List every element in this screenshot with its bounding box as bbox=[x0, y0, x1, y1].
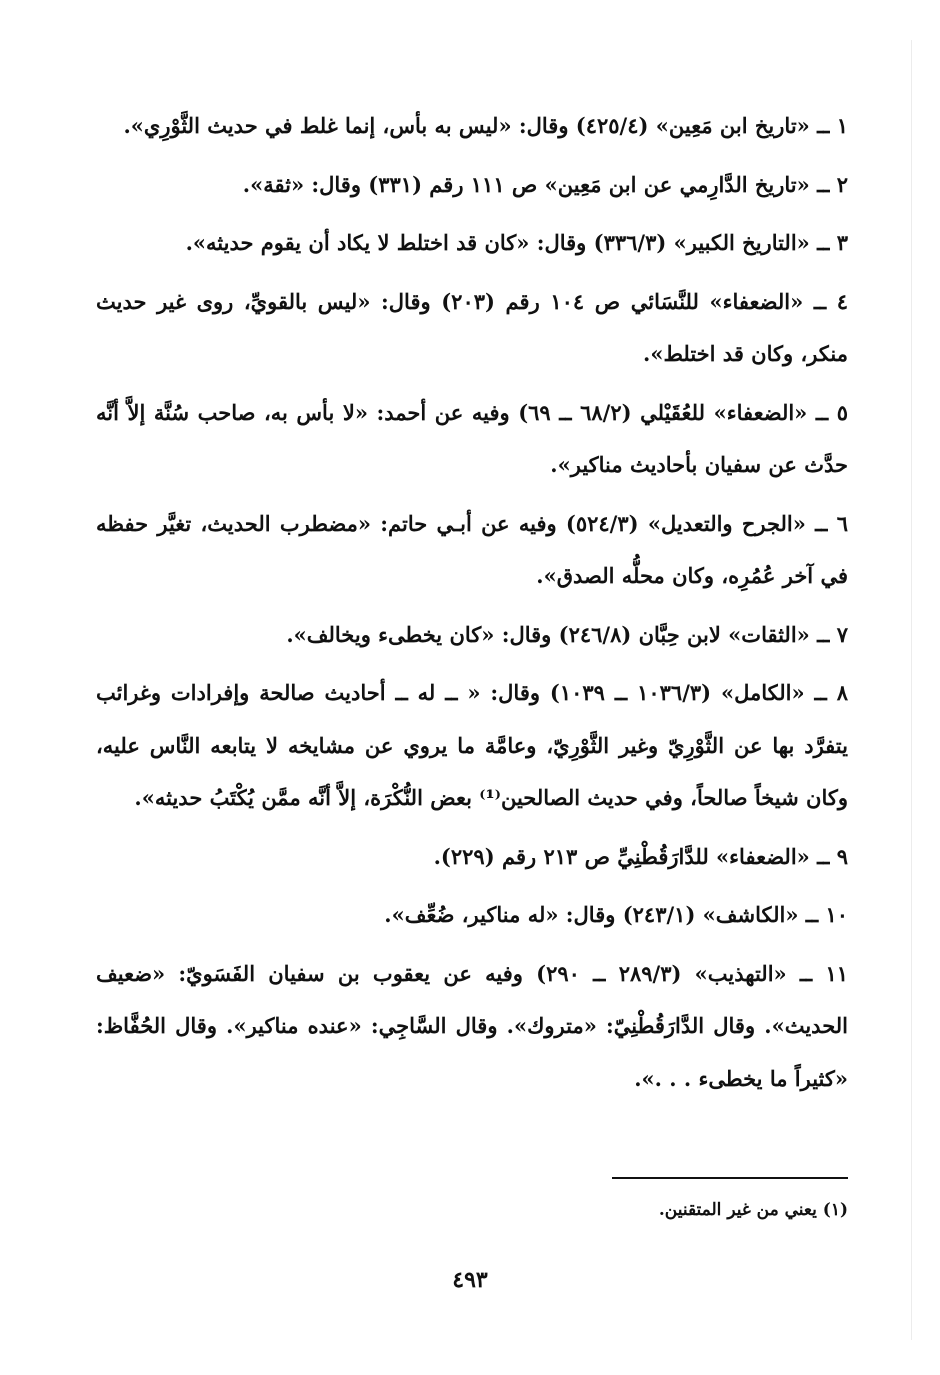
footnote: (١) يعني من غير المتقنين. bbox=[658, 1200, 848, 1220]
footnote-divider bbox=[612, 1177, 848, 1179]
entry-11: ١١ ــ «التهذيب» (٢٨٩/٣ ــ ٢٩٠) وفيه عن يعقوب بن سفيان الفَسَويّ: «ضعيف الحديث». وقال الدَّارَقُطْنِيّ: «متروك». وقال السَّاجِي: «عنده مناكير». وقال الحُفَّاظ: «كثيراً ما يخطىء . . .». bbox=[96, 960, 848, 1091]
main-text bbox=[96, 100, 848, 1111]
page-edge-line bbox=[911, 40, 912, 1340]
entry-3: ٣ ــ «التاريخ الكبير» (٣٣٦/٣) وقال: «كان قد اختلط لا يكاد أن يقوم حديثه». bbox=[185, 230, 848, 255]
entry-7: ٧ ــ «الثقات» لابن حِبَّان (٢٤٦/٨) وقال: «كان يخطىء ويخالف». bbox=[286, 621, 848, 647]
entry-2: ٢ ــ «تاريخ الدَّارِمي عن ابن مَعِين» ص ١١١ رقم (٣٣١) وقال: «ثقة». bbox=[242, 171, 848, 197]
entry-10: ١٠ ــ «الكاشف» (٢٤٣/١) وقال: «له مناكير، ضُعِّف». bbox=[384, 902, 848, 927]
page-number: ٤٩٣ bbox=[452, 1267, 488, 1293]
entry-8: ٨ ــ «الكامل» (١٠٣٦/٣ ــ ١٠٣٩) وقال: « ــ له ــ أحاديث صالحة وإفرادات وغرائب يتفرَّد بها عن الثَّوْرِيّ وغير الثَّوْرِيّ، وعامَّة ما يروي عن مشايخه لا يتابعه النَّاس عليه، وكان شيخاً صالحاً، وفي حديث الصالحين⁽¹⁾ بعض النُّكْرَة، إلاَّ أنَّه ممَّن يُكْتَبُ حديثه». bbox=[96, 680, 848, 810]
entry-4: ٤ ــ «الضعفاء» للنَّسَائي ص ١٠٤ رقم (٢٠٣) وقال: «ليس بالقويِّ، روى غير حديث منكر، وكان قد اختلط». bbox=[96, 288, 849, 366]
entry-6: ٦ ــ «الجرح والتعديل» (٥٢٤/٣) وفيه عن أبـي حاتم: «مضطرب الحديث، تغيَّر حفظه في آخر عُمُرِه، وكان محلُّه الصدق». bbox=[96, 510, 849, 588]
entry-5: ٥ ــ «الضعفاء» للعُقَيْلي (٦٨/٢ ــ ٦٩) وفيه عن أحمد: «لا بأس به، صاحب سُنَّة إلاَّ أنَّه حدَّث عن سفيان بأحاديث مناكير». bbox=[96, 399, 848, 477]
entry-1: ١ ــ «تاريخ ابن مَعِين» (٤٢٥/٤) وقال: «ليس به بأس، إنما غلط في حديث الثَّوْرِي». bbox=[123, 113, 848, 138]
entry-9: ٩ ــ «الضعفاء» للدَّارَقُطْنِيِّ ص ٢١٣ رقم (٢٢٩). bbox=[433, 843, 848, 869]
